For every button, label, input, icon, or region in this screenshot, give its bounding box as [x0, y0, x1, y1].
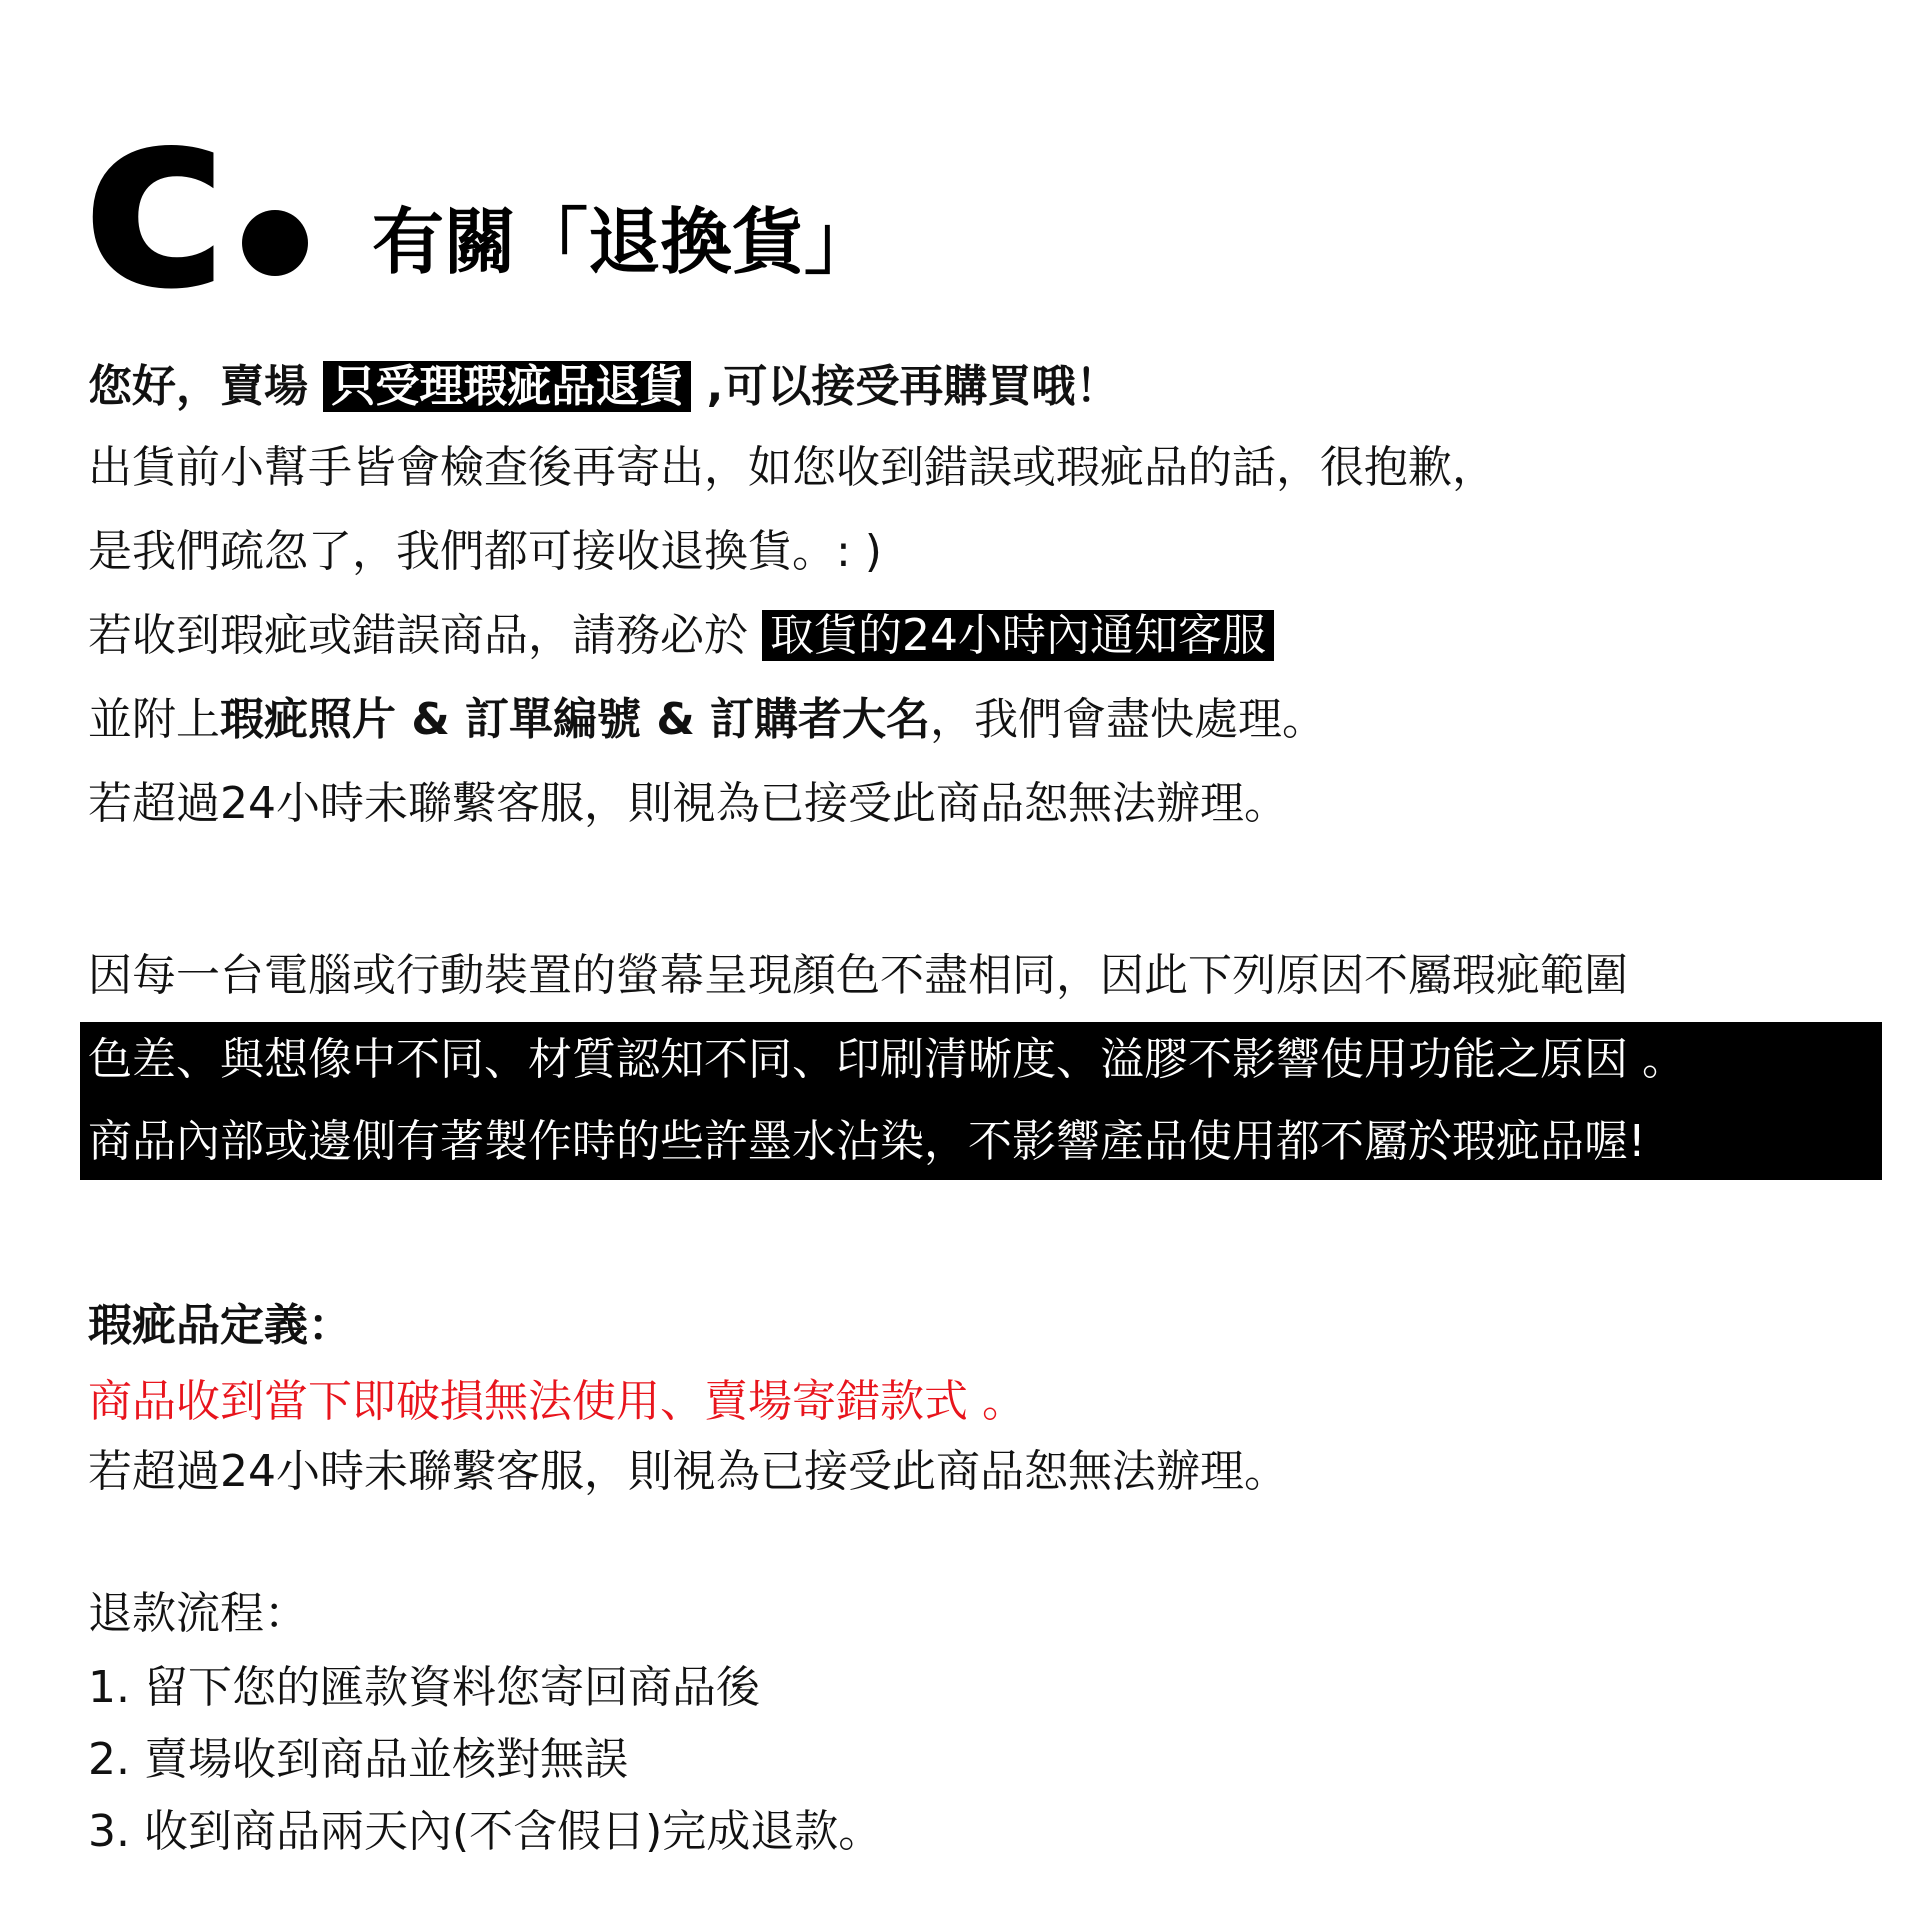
- notify-deadline-highlight: 取貨的24小時內通知客服: [762, 610, 1274, 661]
- intro-line: [88, 357, 1119, 417]
- definition-red-line: 商品收到當下即破損無法使用、賣場寄錯款式 。: [88, 1376, 1026, 1427]
- intro-highlight: 只受理瑕疵品退貨: [323, 361, 691, 412]
- page-title: 有關「退換貨」: [372, 200, 877, 284]
- exclusions-line2: 商品內部或邊側有著製作時的些許墨水沾染，不影響產品使用都不屬於瑕疵品喔!: [88, 1116, 1646, 1167]
- intro-greeting: 您好，賣場: [88, 361, 324, 412]
- definition-line: 若超過24小時未聯繫客服，則視為已接受此商品恕無法辦理。: [88, 1446, 1288, 1497]
- exclusions-block: [80, 1022, 1882, 1180]
- exclusions-line1: 色差、與想像中不同、材質認知不同、印刷清晰度、溢膠不影響使用功能之原因 。: [88, 1034, 1686, 1085]
- para1-line1: 出貨前小幫手皆會檢查後再寄出，如您收到錯誤或瑕疵品的話，很抱歉，: [88, 442, 1496, 493]
- para2-line1: 因每一台電腦或行動裝置的螢幕呈現顏色不盡相同，因此下列原因不屬瑕疵範圍: [88, 950, 1628, 1001]
- para1-line4-pre: 並附上: [88, 694, 220, 745]
- para1-line3: [88, 606, 1274, 666]
- intro-rest: ,可以接受再購買哦！: [691, 361, 1120, 412]
- para1-line5: 若超過24小時未聯繫客服，則視為已接受此商品恕無法辦理。: [88, 778, 1288, 829]
- refund-step: 3. 收到商品兩天內(不含假日)完成退款。: [88, 1806, 883, 1857]
- section-header: [82, 53, 1082, 344]
- para1-line4-post: ，我們會盡快處理。: [930, 694, 1327, 745]
- refund-step: 1. 留下您的匯款資料您寄回商品後: [88, 1662, 760, 1713]
- required-items: 瑕疵照片 & 訂單編號 & 訂購者大名: [220, 694, 931, 745]
- refund-heading: 退款流程：: [88, 1588, 308, 1639]
- section-letter: c: [82, 53, 225, 344]
- para1-line4: [88, 690, 1326, 750]
- section-dot: [242, 210, 308, 276]
- refund-step: 2. 賣場收到商品並核對無誤: [88, 1734, 628, 1785]
- definition-heading: 瑕疵品定義：: [88, 1300, 352, 1351]
- para1-line2: 是我們疏忽了，我們都可接收退換貨。: ): [88, 526, 882, 577]
- para1-line3-text: 若收到瑕疵或錯誤商品，請務必於: [88, 610, 762, 661]
